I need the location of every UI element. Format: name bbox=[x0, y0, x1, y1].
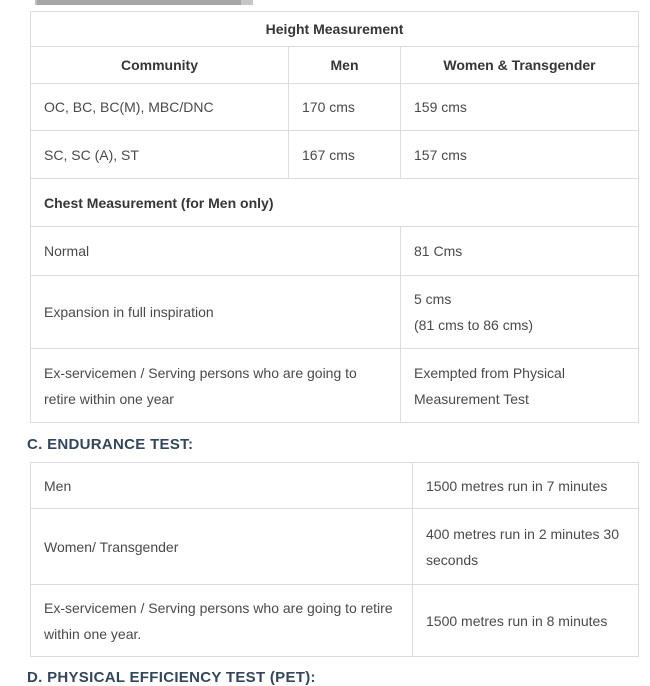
chest-label-cell: Expansion in full inspiration bbox=[31, 276, 401, 349]
col-header-women-transgender: Women & Transgender bbox=[401, 47, 639, 84]
women-height-cell: 157 cms bbox=[401, 131, 639, 179]
community-cell: SC, SC (A), ST bbox=[31, 131, 289, 179]
endurance-label-cell: Women/ Transgender bbox=[31, 509, 413, 585]
women-height-cell: 159 cms bbox=[401, 84, 639, 131]
chest-row-exservicemen bbox=[31, 349, 639, 423]
partial-bottom-heading: D. PHYSICAL EFFICIENCY TEST (PET): bbox=[27, 669, 316, 686]
height-row-oc-bc bbox=[31, 84, 639, 131]
endurance-value-cell: 1500 metres run in 8 minutes bbox=[413, 585, 639, 657]
endurance-value-cell: 400 metres run in 2 minutes 30 seconds bbox=[413, 509, 639, 585]
endurance-value-cell: 1500 metres run in 7 minutes bbox=[413, 463, 639, 509]
physical-measurement-table bbox=[30, 11, 639, 423]
table-title-row bbox=[31, 12, 639, 47]
chest-section-title-row bbox=[31, 179, 639, 227]
chest-value-cell bbox=[401, 276, 639, 349]
endurance-row-men bbox=[31, 463, 639, 509]
chest-value-cell: 81 Cms bbox=[401, 227, 639, 276]
height-measurement-title: Height Measurement bbox=[31, 12, 639, 47]
column-header-row bbox=[31, 47, 639, 84]
endurance-row-exservicemen bbox=[31, 585, 639, 657]
endurance-test-table bbox=[30, 462, 639, 657]
col-header-community: Community bbox=[31, 47, 289, 84]
chest-label-cell: Normal bbox=[31, 227, 401, 276]
expansion-value-line2: (81 cms to 86 cms) bbox=[414, 317, 534, 333]
endurance-label-cell: Ex-servicemen / Serving persons who are going to retire within one year. bbox=[31, 585, 413, 657]
endurance-test-heading: C. ENDURANCE TEST: bbox=[27, 436, 194, 453]
endurance-label-cell: Men bbox=[31, 463, 413, 509]
col-header-men: Men bbox=[289, 47, 401, 84]
chest-row-normal bbox=[31, 227, 639, 276]
community-cell: OC, BC, BC(M), MBC/DNC bbox=[31, 84, 289, 131]
partial-gray-bar bbox=[35, 0, 253, 5]
expansion-value-line1: 5 cms bbox=[414, 291, 452, 307]
men-height-cell: 167 cms bbox=[289, 131, 401, 179]
chest-label-cell: Ex-servicemen / Serving persons who are going to retire within one year bbox=[31, 349, 401, 423]
endurance-row-women bbox=[31, 509, 639, 585]
height-row-sc-st bbox=[31, 131, 639, 179]
men-height-cell: 170 cms bbox=[289, 84, 401, 131]
chest-value-cell: Exempted from Physical Measurement Test bbox=[401, 349, 639, 423]
chest-row-expansion bbox=[31, 276, 639, 349]
chest-measurement-title: Chest Measurement (for Men only) bbox=[31, 179, 639, 227]
